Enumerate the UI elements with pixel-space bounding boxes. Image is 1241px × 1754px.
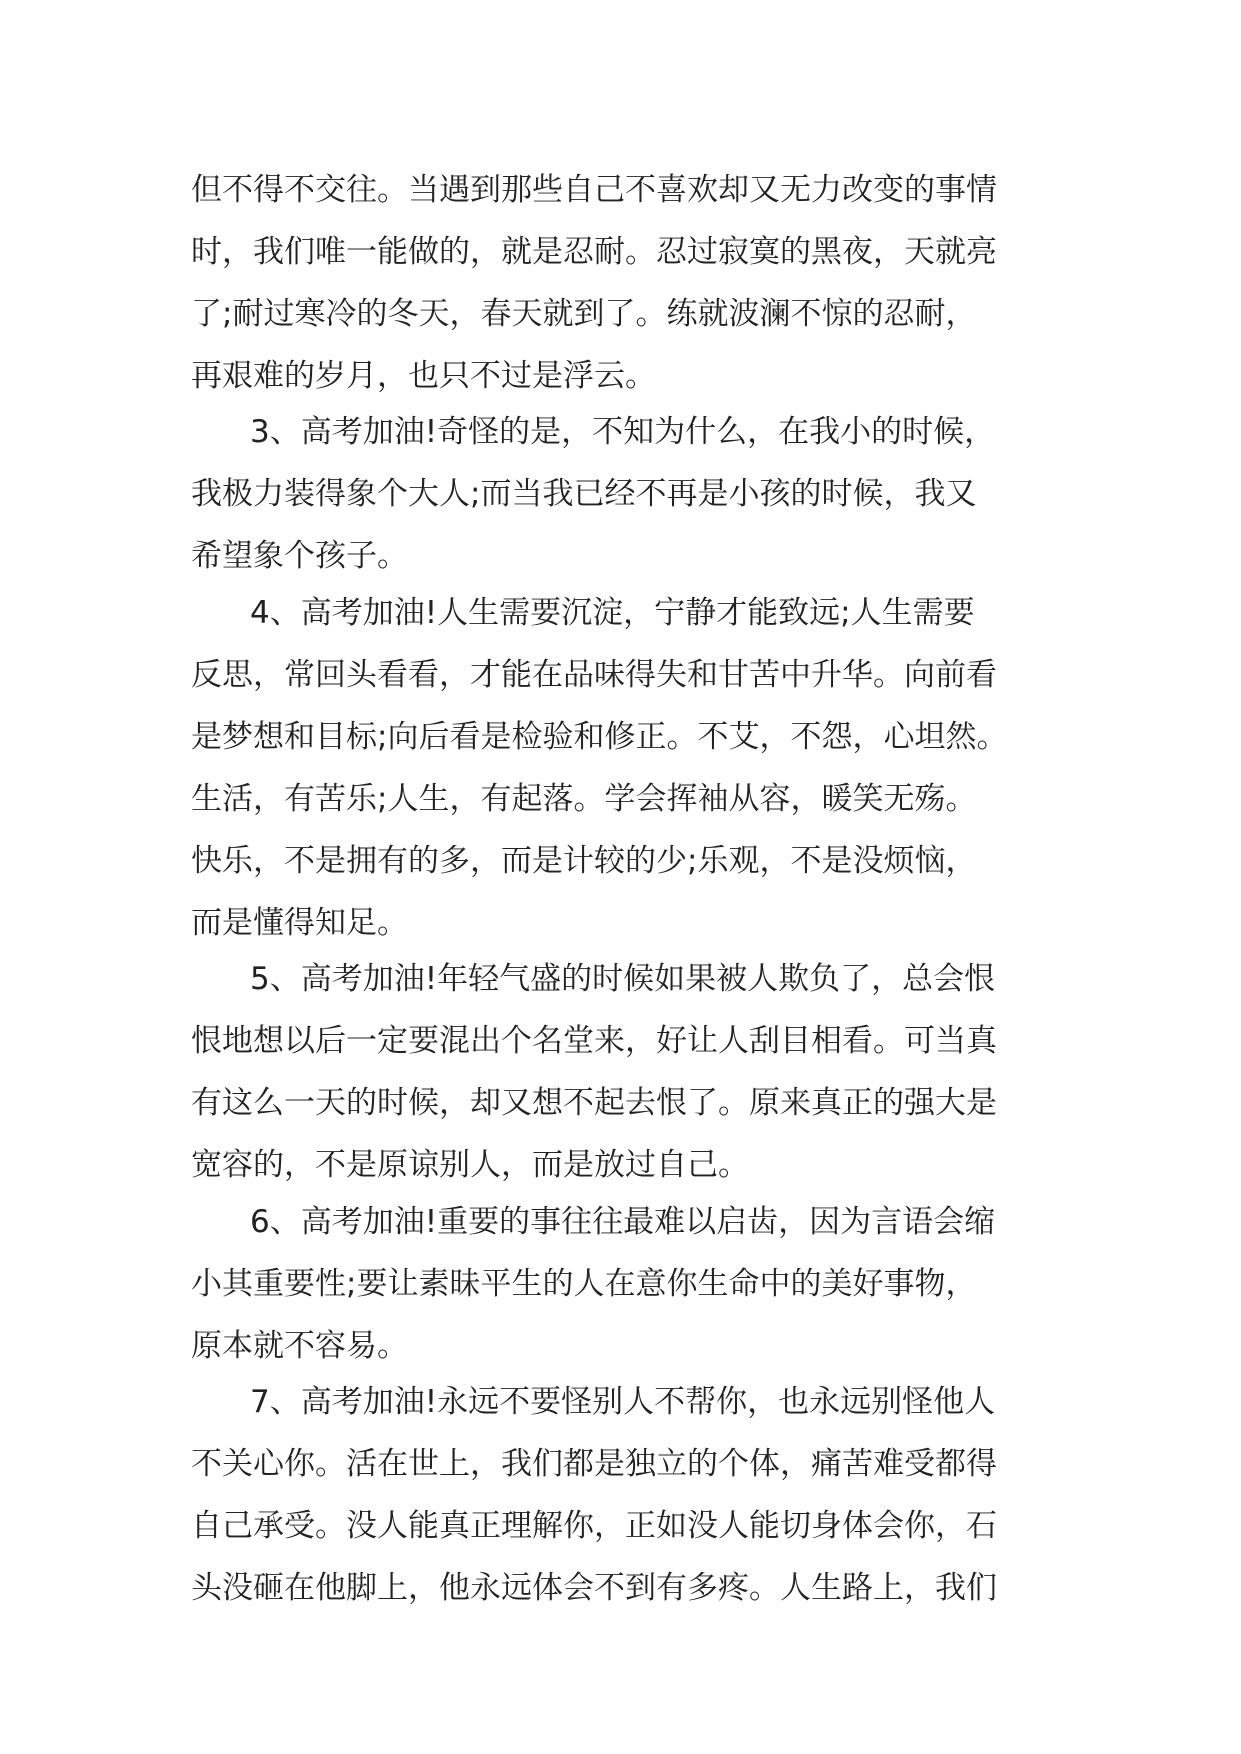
text-line-content: 宽容的，不是原谅别人，而是放过自己。 bbox=[191, 1147, 749, 1183]
text-line-content: 小其重要性;要让素昧平生的人在意你生命中的美好事物， bbox=[191, 1266, 977, 1302]
text-line-content: 自己承受。没人能真正理解你，正如没人能切身体会你，石 bbox=[191, 1508, 997, 1544]
text-line-content: 快乐，不是拥有的多，而是计较的少;乐观，不是没烦恼， bbox=[191, 843, 977, 879]
text-line-content: 生活，有苦乐;人生，有起落。学会挥袖从容，暖笑无殇。 bbox=[191, 781, 977, 817]
text-line bbox=[0, 402, 1241, 462]
text-line bbox=[0, 949, 1241, 1009]
text-line bbox=[0, 645, 1241, 705]
text-line-content: 5、高考加油!年轻气盛的时候如果被人欺负了，总会恨 bbox=[250, 961, 996, 997]
text-line bbox=[0, 1372, 1241, 1432]
text-line-content: 我极力装得象个大人;而当我已经不再是小孩的时候，我又 bbox=[191, 476, 977, 512]
text-line bbox=[0, 222, 1241, 282]
text-line-content: 3、高考加油!奇怪的是，不知为什么，在我小的时候， bbox=[250, 414, 996, 450]
text-line bbox=[0, 1496, 1241, 1556]
text-line bbox=[0, 893, 1241, 953]
text-line-content: 原本就不容易。 bbox=[191, 1328, 408, 1364]
text-line-content: 6、高考加油!重要的事往往最难以启齿，因为言语会缩 bbox=[250, 1204, 996, 1240]
text-line-content: 了;耐过寒冷的冬天，春天就到了。练就波澜不惊的忍耐， bbox=[191, 296, 977, 332]
text-line bbox=[0, 707, 1241, 767]
text-line bbox=[0, 831, 1241, 891]
text-line bbox=[0, 1135, 1241, 1195]
text-line bbox=[0, 1558, 1241, 1618]
text-line-content: 头没砸在他脚上，他永远体会不到有多疼。人生路上，我们 bbox=[191, 1570, 997, 1606]
text-line-content: 有这么一天的时候，却又想不起去恨了。原来真正的强大是 bbox=[191, 1085, 997, 1121]
text-line-content: 反思，常回头看看，才能在品味得失和甘苦中升华。向前看 bbox=[191, 657, 997, 693]
text-line-content: 而是懂得知足。 bbox=[191, 905, 408, 941]
text-line bbox=[0, 464, 1241, 524]
text-line-content: 恨地想以后一定要混出个名堂来，好让人刮目相看。可当真 bbox=[191, 1023, 997, 1059]
text-line bbox=[0, 284, 1241, 344]
text-line bbox=[0, 1434, 1241, 1494]
text-line bbox=[0, 1073, 1241, 1133]
text-line-content: 再艰难的岁月，也只不过是浮云。 bbox=[191, 358, 656, 394]
text-line bbox=[0, 583, 1241, 643]
text-line-content: 希望象个孩子。 bbox=[191, 538, 408, 574]
text-line bbox=[0, 1192, 1241, 1252]
text-line bbox=[0, 1316, 1241, 1376]
text-line bbox=[0, 526, 1241, 586]
text-line bbox=[0, 1011, 1241, 1071]
text-line bbox=[0, 1254, 1241, 1314]
text-line bbox=[0, 769, 1241, 829]
text-line-content: 4、高考加油!人生需要沉淀，宁静才能致远;人生需要 bbox=[250, 595, 975, 631]
text-line-content: 时，我们唯一能做的，就是忍耐。忍过寂寞的黑夜，天就亮 bbox=[191, 234, 997, 270]
text-line-content: 是梦想和目标;向后看是检验和修正。不艾，不怨，心坦然。 bbox=[191, 719, 1008, 755]
text-line-content: 不关心你。活在世上，我们都是独立的个体，痛苦难受都得 bbox=[191, 1446, 997, 1482]
text-line bbox=[0, 346, 1241, 406]
text-line-content: 7、高考加油!永远不要怪别人不帮你，也永远别怪他人 bbox=[250, 1384, 996, 1420]
text-line bbox=[0, 160, 1241, 220]
text-line-content: 但不得不交往。当遇到那些自己不喜欢却又无力改变的事情 bbox=[191, 172, 997, 208]
